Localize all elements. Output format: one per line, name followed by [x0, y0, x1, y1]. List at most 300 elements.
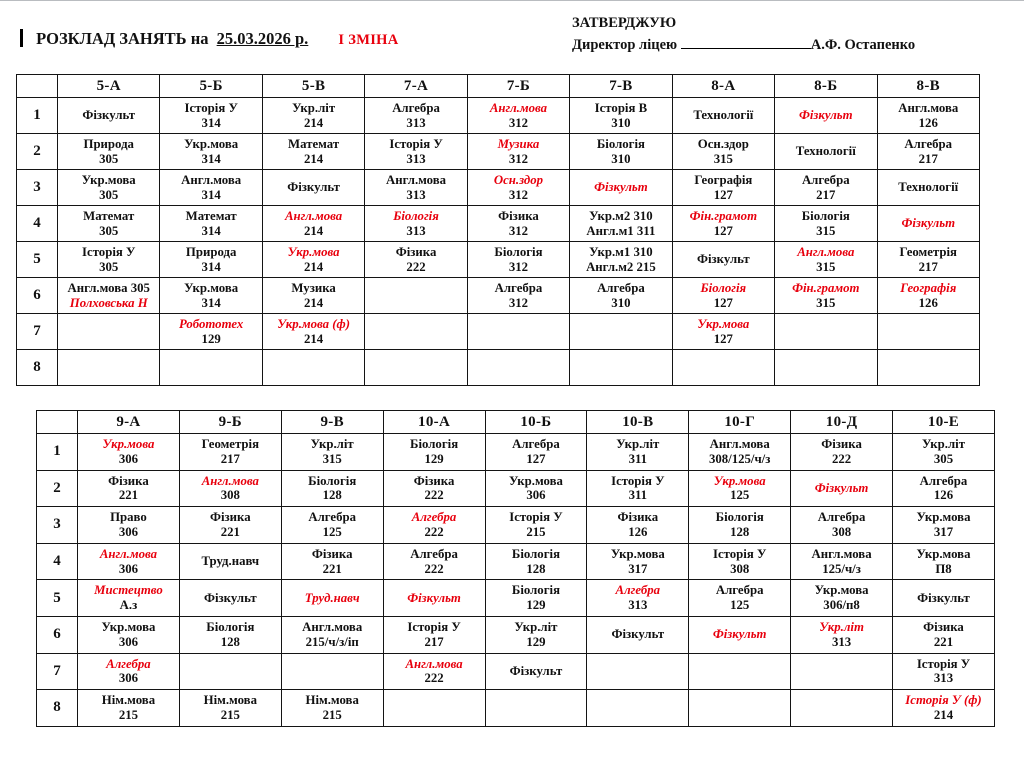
lesson-line: 314	[201, 295, 221, 310]
lesson-cell-7-Б-p2	[467, 134, 569, 170]
lesson-cell-5-В-p3	[262, 170, 364, 206]
lesson-line: Алгебра	[410, 546, 458, 561]
lesson-line: Укр.літ	[921, 436, 966, 451]
lesson-cell-8-Б-p4	[775, 206, 877, 242]
lesson-line: Укр.м2 310	[589, 208, 653, 223]
lesson-line: Фізкульт	[696, 252, 750, 267]
schedule-row-4	[17, 206, 980, 242]
lesson-cell-5-В-p2	[262, 134, 364, 170]
lesson-line: 306	[526, 488, 546, 503]
lesson-line: Укр.мова	[101, 619, 156, 634]
lesson-cell-10-В-p2	[587, 470, 689, 507]
lesson-line: Математ	[288, 136, 340, 151]
lesson-line: 312	[508, 223, 529, 238]
lesson-line: Укр.м1 310	[589, 244, 653, 259]
lesson-line-red: Алгебра	[615, 583, 661, 598]
lesson-line: 214	[933, 707, 954, 722]
lesson-cell-10-Д-p8	[791, 690, 893, 727]
approve-heading: ЗАТВЕРДЖУЮ	[572, 15, 677, 31]
lesson-cell-8-В-p6	[877, 278, 980, 314]
page-title: РОЗКЛАД ЗАНЯТЬ на	[36, 29, 209, 48]
lesson-line: 308/125/ч/з	[708, 451, 771, 466]
lesson-line-red: Укр.мова	[713, 473, 766, 488]
lesson-line-red: Біологія	[700, 280, 747, 295]
lesson-cell-9-Б-p5	[179, 580, 281, 617]
lesson-cell-10-Б-p4	[485, 543, 587, 580]
lesson-cell-8-А-p7	[672, 314, 774, 350]
lesson-cell-10-В-p4	[587, 543, 689, 580]
lesson-line: Укр.мова	[610, 546, 665, 561]
lesson-line: Нім.мова	[305, 693, 359, 708]
lesson-cell-7-Б-p5	[467, 242, 569, 278]
lesson-line-red: Історія У (ф)	[905, 693, 982, 708]
period-number: 6	[37, 616, 78, 653]
lesson-line: 214	[303, 151, 324, 166]
lesson-line: 311	[628, 451, 648, 466]
lesson-cell-5-А-p2	[58, 134, 160, 170]
lesson-line: 313	[406, 151, 426, 166]
lesson-line: 312	[508, 295, 529, 310]
lesson-line: Алгебра	[392, 100, 440, 115]
lesson-line: 305	[99, 223, 119, 238]
period-number: 5	[17, 242, 58, 278]
lesson-line: 221	[322, 561, 342, 576]
lesson-cell-8-А-p1	[672, 98, 774, 134]
lesson-line: Алгебра	[817, 510, 866, 525]
lesson-line: Англ.мова	[302, 619, 363, 634]
period-number: 8	[17, 350, 58, 386]
lesson-line: 313	[406, 115, 426, 130]
lesson-cell-9-Б-p8	[179, 690, 281, 727]
period-number: 2	[17, 134, 58, 170]
lesson-line: Історія У	[184, 100, 238, 115]
lesson-cell-10-А-p2	[383, 470, 485, 507]
lesson-cell-5-Б-p3	[160, 170, 262, 206]
lesson-line: 221	[118, 488, 139, 503]
lesson-line: Англ.м1 311	[586, 223, 656, 238]
lesson-cell-5-А-p6	[58, 278, 160, 314]
class-header-8-Б: 8-Б	[775, 75, 877, 98]
schedule-row-1	[37, 434, 995, 471]
lesson-line: Біологія	[308, 473, 357, 488]
lesson-cell-10-А-p4	[383, 543, 485, 580]
lesson-cell-9-А-p5	[78, 580, 180, 617]
lesson-line: 308	[220, 488, 240, 503]
lesson-line: 308	[730, 561, 750, 576]
lesson-line: Фізика	[498, 208, 539, 223]
lesson-line-red: Англ.мова	[797, 244, 855, 259]
lesson-line: Технології	[693, 108, 754, 123]
director-role-label: Директор ліцею	[572, 37, 678, 54]
lesson-cell-10-Е-p4	[893, 543, 995, 580]
lesson-line: 314	[201, 151, 221, 166]
lesson-line: Нім.мова	[101, 693, 156, 708]
lesson-line: 315	[322, 451, 342, 466]
lesson-line: Біологія	[511, 546, 560, 561]
lesson-line: Фізкульт	[287, 180, 340, 195]
class-header-5-Б: 5-Б	[160, 75, 262, 98]
lesson-line: 313	[628, 598, 648, 613]
lesson-cell-5-Б-p7	[160, 314, 262, 350]
class-header-10-Г: 10-Г	[689, 411, 791, 434]
lesson-cell-5-А-p3	[58, 170, 160, 206]
margin-bar-mark	[20, 29, 23, 47]
lesson-line: Біологія	[410, 436, 459, 451]
lesson-line: Фізкульт	[82, 108, 136, 123]
lesson-line-red: Англ.мова	[285, 208, 343, 223]
schedule-row-6	[17, 278, 980, 314]
schedule-row-7	[37, 653, 995, 690]
lesson-cell-5-Б-p2	[160, 134, 262, 170]
lesson-cell-5-Б-p8	[160, 350, 262, 386]
lesson-cell-9-Б-p3	[179, 507, 281, 544]
period-number: 2	[37, 470, 78, 507]
lesson-line: Алгебра	[919, 473, 968, 488]
document-title-row	[20, 29, 399, 49]
lesson-cell-10-Г-p8	[689, 690, 791, 727]
lesson-cell-10-А-p5	[383, 580, 485, 617]
schedule-row-3	[17, 170, 980, 206]
lesson-cell-10-Г-p5	[689, 580, 791, 617]
lesson-cell-10-В-p1	[587, 434, 689, 471]
lesson-line: Фізика	[108, 473, 149, 488]
lesson-line: Англ.м2 215	[586, 259, 656, 274]
lesson-line: 315	[713, 151, 733, 166]
lesson-line: 126	[933, 488, 954, 503]
lesson-cell-9-В-p6	[281, 616, 383, 653]
lesson-cell-9-В-p2	[281, 470, 383, 507]
lesson-line: 222	[424, 488, 444, 503]
schedule-row-6	[37, 616, 995, 653]
lesson-line: 128	[730, 524, 750, 539]
lesson-cell-9-А-p8	[78, 690, 180, 727]
lesson-cell-7-А-p1	[365, 98, 467, 134]
lesson-line: 127	[713, 331, 733, 346]
lesson-line: 314	[201, 115, 221, 130]
lesson-line: 314	[201, 259, 221, 274]
lesson-line: Біологія	[206, 619, 255, 634]
timetable-grades-5-8	[16, 74, 980, 386]
period-number: 1	[17, 98, 58, 134]
lesson-cell-10-А-p6	[383, 616, 485, 653]
lesson-line: Математ	[185, 208, 237, 223]
lesson-cell-7-В-p5	[570, 242, 672, 278]
lesson-cell-7-А-p7	[365, 314, 467, 350]
lesson-cell-5-В-p5	[262, 242, 364, 278]
lesson-cell-8-Б-p2	[775, 134, 877, 170]
lesson-line: 222	[424, 671, 444, 686]
class-header-7-В: 7-В	[570, 75, 672, 98]
lesson-cell-7-Б-p4	[467, 206, 569, 242]
lesson-line: 214	[303, 295, 324, 310]
class-header-7-А: 7-А	[365, 75, 467, 98]
lesson-cell-8-А-p4	[672, 206, 774, 242]
lesson-cell-9-Б-p1	[179, 434, 281, 471]
lesson-line-red: Фізкульт	[798, 108, 853, 123]
lesson-line: 214	[303, 223, 324, 238]
lesson-line: Укр.мова	[916, 510, 971, 525]
lesson-cell-10-Е-p8	[893, 690, 995, 727]
lesson-cell-8-А-p8	[672, 350, 774, 386]
lesson-cell-7-А-p6	[365, 278, 467, 314]
lesson-line: Фізика	[395, 244, 437, 259]
lesson-cell-7-В-p8	[570, 350, 672, 386]
period-number: 7	[17, 314, 58, 350]
lesson-line-red: Фізкульт	[594, 180, 648, 195]
lesson-cell-5-В-p1	[262, 98, 364, 134]
lesson-cell-10-Е-p7	[893, 653, 995, 690]
schedule-row-2	[17, 134, 980, 170]
lesson-cell-8-А-p5	[672, 242, 774, 278]
lesson-line: 312	[508, 259, 529, 274]
lesson-cell-9-Б-p6	[179, 616, 281, 653]
lesson-line-red: Укр.літ	[819, 619, 864, 634]
lesson-cell-5-А-p5	[58, 242, 160, 278]
lesson-line: Математ	[83, 208, 135, 223]
lesson-line: Укр.літ	[514, 619, 558, 634]
lesson-line: 127	[713, 223, 733, 238]
lesson-cell-8-А-p3	[672, 170, 774, 206]
lesson-line: 217	[816, 187, 836, 202]
lesson-line: Географія	[694, 172, 753, 187]
period-number: 4	[37, 543, 78, 580]
schedule-date: 25.03.2026 р.	[216, 29, 309, 48]
lesson-line: Труд.навч	[201, 554, 260, 569]
lesson-line: 315	[816, 259, 836, 274]
lesson-line: Фізика	[821, 436, 862, 451]
schedule-row-5	[17, 242, 980, 278]
lesson-cell-10-Г-p7	[689, 653, 791, 690]
lesson-line: 221	[220, 524, 240, 539]
lesson-line: 306	[118, 561, 139, 576]
lesson-cell-10-Д-p3	[791, 507, 893, 544]
lesson-line: 215	[220, 707, 240, 722]
lesson-line: Природа	[83, 136, 134, 151]
lesson-line-red: Фін.грамот	[792, 280, 860, 295]
lesson-cell-5-В-p7	[262, 314, 364, 350]
lesson-cell-10-Д-p6	[791, 616, 893, 653]
period-number: 3	[17, 170, 58, 206]
lesson-cell-10-Б-p1	[485, 434, 587, 471]
lesson-cell-7-Б-p8	[467, 350, 569, 386]
lesson-line: 125	[730, 488, 750, 503]
lesson-line: 126	[918, 295, 938, 310]
lesson-line: 310	[611, 295, 631, 310]
lesson-cell-5-А-p8	[58, 350, 160, 386]
lesson-line-red: Музика	[497, 136, 540, 151]
period-column-header	[17, 75, 58, 98]
lesson-cell-10-Е-p2	[893, 470, 995, 507]
lesson-cell-9-В-p4	[281, 543, 383, 580]
lesson-cell-10-А-p8	[383, 690, 485, 727]
lesson-line: 313	[406, 187, 426, 202]
lesson-cell-8-В-p4	[877, 206, 980, 242]
lesson-line: Фізкульт	[611, 627, 665, 642]
lesson-line-red: Алгебра	[411, 510, 457, 525]
lesson-cell-10-Б-p8	[485, 690, 587, 727]
period-number: 5	[37, 580, 78, 617]
lesson-line-red: Осн.здор	[493, 172, 544, 187]
lesson-line-red: Фізкульт	[407, 590, 461, 605]
lesson-line: 222	[424, 561, 444, 576]
lesson-line: 313	[933, 671, 954, 686]
lesson-line-red: Географія	[900, 280, 957, 295]
lesson-line: Історія У	[389, 136, 443, 151]
lesson-cell-8-В-p8	[877, 350, 980, 386]
lesson-line: 125	[730, 598, 750, 613]
lesson-line-red: Полховська Н	[69, 295, 148, 310]
lesson-cell-9-В-p3	[281, 507, 383, 544]
lesson-line: Укр.мова	[81, 172, 136, 187]
lesson-line: Геометрія	[201, 436, 260, 451]
lesson-cell-8-Б-p7	[775, 314, 877, 350]
lesson-cell-9-А-p4	[78, 543, 180, 580]
lesson-line: Фізкульт	[509, 663, 563, 678]
schedule-row-1	[17, 98, 980, 134]
lesson-line: 125	[322, 524, 342, 539]
lesson-line-red: Мистецтво	[94, 583, 163, 598]
period-number: 6	[17, 278, 58, 314]
lesson-cell-8-В-p7	[877, 314, 980, 350]
lesson-line: 306	[118, 634, 139, 649]
lesson-cell-8-В-p3	[877, 170, 980, 206]
lesson-cell-10-Е-p6	[893, 616, 995, 653]
lesson-cell-9-А-p6	[78, 616, 180, 653]
lesson-cell-9-А-p7	[78, 653, 180, 690]
class-header-10-А: 10-А	[383, 411, 485, 434]
lesson-line: Технології	[795, 144, 856, 159]
lesson-line: Історія У	[82, 244, 136, 259]
lesson-line: 308	[831, 524, 852, 539]
schedule-row-2	[37, 470, 995, 507]
lesson-line: Історія У	[713, 546, 767, 561]
lesson-line: Біологія	[511, 583, 560, 598]
lesson-line: Англ.мова	[811, 546, 872, 561]
lesson-line: 214	[303, 259, 324, 274]
lesson-cell-5-А-p1	[58, 98, 160, 134]
class-header-10-Е: 10-Е	[893, 411, 995, 434]
lesson-line-red: Робототех	[179, 316, 244, 331]
lesson-line: 127	[713, 295, 733, 310]
lesson-line: 217	[424, 634, 444, 649]
lesson-line: Фізика	[209, 510, 251, 525]
lesson-line: 215/ч/з/іп	[305, 634, 359, 649]
lesson-line: Укр.мова	[508, 473, 563, 488]
lesson-line: 315	[816, 295, 836, 310]
class-header-8-А: 8-А	[672, 75, 774, 98]
lesson-cell-5-Б-p6	[160, 278, 262, 314]
lesson-line: 128	[322, 488, 342, 503]
schedule-row-8	[37, 690, 995, 727]
lesson-line: 128	[220, 634, 240, 649]
lesson-cell-10-Г-p2	[689, 470, 791, 507]
director-name: А.Ф. Остапенко	[810, 37, 916, 54]
lesson-line: 312	[508, 151, 529, 166]
lesson-line: 214	[303, 115, 324, 130]
lesson-cell-7-А-p2	[365, 134, 467, 170]
lesson-line: 127	[526, 451, 546, 466]
lesson-line-red: Алгебра	[106, 656, 151, 671]
lesson-cell-10-Г-p6	[689, 616, 791, 653]
class-header-9-В: 9-В	[281, 411, 383, 434]
class-header-10-Б: 10-Б	[485, 411, 587, 434]
lesson-cell-10-Б-p7	[485, 653, 587, 690]
lesson-cell-5-В-p4	[262, 206, 364, 242]
lesson-cell-8-В-p2	[877, 134, 980, 170]
lesson-line: 215	[118, 707, 139, 722]
lesson-line: П8	[935, 561, 952, 576]
lesson-line: Укр.літ	[616, 436, 660, 451]
lesson-cell-10-В-p7	[587, 653, 689, 690]
lesson-line: 214	[303, 331, 324, 346]
lesson-line-red: Фізкульт	[712, 627, 767, 642]
lesson-line: Англ.мова	[181, 172, 242, 187]
lesson-line: Алгебра	[308, 510, 357, 525]
lesson-line: Алгебра	[904, 136, 953, 151]
lesson-line-red: Фізкульт	[901, 216, 956, 231]
period-column-header	[37, 411, 78, 434]
lesson-cell-5-В-p8	[262, 350, 364, 386]
lesson-line-red: Фін.грамот	[689, 208, 758, 223]
lesson-line: 128	[526, 561, 546, 576]
lesson-line: Укр.мова	[184, 136, 239, 151]
lesson-line: 305	[933, 451, 954, 466]
lesson-line-red: Біологія	[393, 208, 439, 223]
lesson-cell-9-В-p7	[281, 653, 383, 690]
lesson-line: Укр.мова	[184, 280, 239, 295]
lesson-cell-5-В-p6	[262, 278, 364, 314]
lesson-line: 305	[99, 259, 119, 274]
lesson-line: Англ.мова	[898, 100, 959, 115]
lesson-cell-10-Д-p7	[791, 653, 893, 690]
lesson-cell-7-В-p1	[570, 98, 672, 134]
lesson-line: 215	[526, 524, 546, 539]
lesson-cell-10-А-p7	[383, 653, 485, 690]
lesson-line: Укр.літ	[310, 436, 354, 451]
schedule-row-8	[17, 350, 980, 386]
lesson-line: Англ.мова 305	[67, 280, 150, 295]
lesson-line: 217	[918, 259, 938, 274]
lesson-cell-7-Б-p6	[467, 278, 569, 314]
lesson-cell-5-А-p4	[58, 206, 160, 242]
lesson-cell-10-В-p5	[587, 580, 689, 617]
lesson-line-red: Англ.мова	[99, 546, 158, 561]
lesson-cell-5-Б-p5	[160, 242, 262, 278]
lesson-cell-7-В-p4	[570, 206, 672, 242]
lesson-line: 306	[118, 524, 139, 539]
class-header-10-Д: 10-Д	[791, 411, 893, 434]
lesson-cell-9-А-p2	[78, 470, 180, 507]
lesson-cell-5-Б-p4	[160, 206, 262, 242]
lesson-cell-10-Е-p1	[893, 434, 995, 471]
schedule-row-4	[37, 543, 995, 580]
lesson-cell-7-В-p6	[570, 278, 672, 314]
lesson-cell-8-Б-p6	[775, 278, 877, 314]
class-header-7-Б: 7-Б	[467, 75, 569, 98]
lesson-line: Фізика	[923, 619, 964, 634]
lesson-line: 125/ч/з	[822, 561, 861, 576]
lesson-cell-9-В-p8	[281, 690, 383, 727]
period-number: 3	[37, 507, 78, 544]
lesson-cell-9-В-p5	[281, 580, 383, 617]
lesson-line: Алгебра	[597, 280, 645, 295]
lesson-cell-10-Г-p1	[689, 434, 791, 471]
lesson-line: 306	[118, 451, 139, 466]
lesson-cell-10-Е-p5	[893, 580, 995, 617]
lesson-cell-10-Д-p1	[791, 434, 893, 471]
timetable-grades-9-10	[36, 410, 995, 727]
lesson-line: 129	[526, 634, 546, 649]
